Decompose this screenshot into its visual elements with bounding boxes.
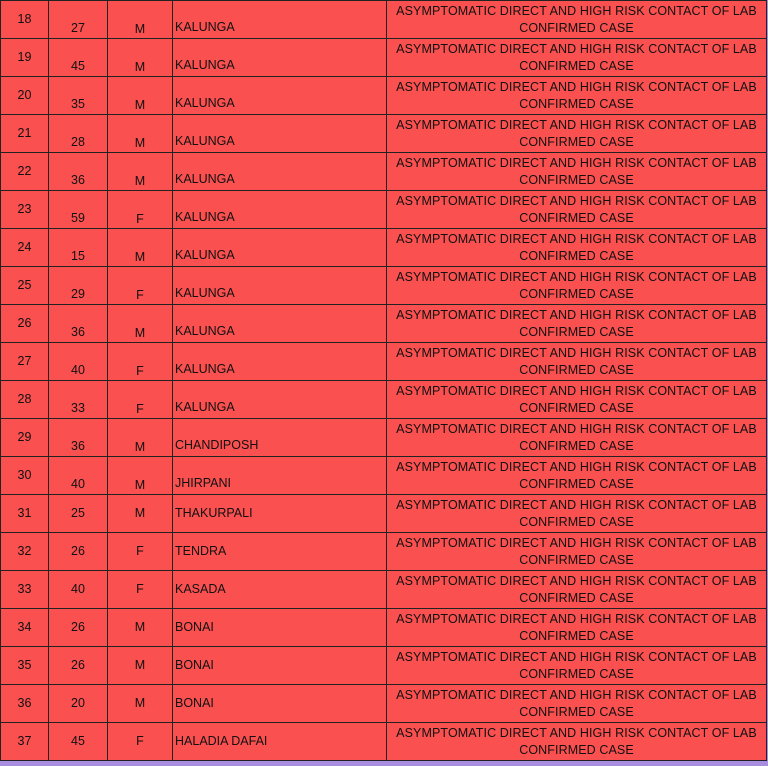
area-cell[interactable]: TENDRA xyxy=(173,533,387,571)
remark-cell[interactable]: ASYMPTOMATIC DIRECT AND HIGH RISK CONTACT OF LAB CONFIRMED CASE xyxy=(387,191,767,229)
table-row xyxy=(1,609,767,647)
area-cell[interactable]: KALUNGA xyxy=(173,381,387,419)
area-cell[interactable]: KALUNGA xyxy=(173,39,387,77)
serial-number-cell[interactable]: 35 xyxy=(1,647,49,685)
sex-cell[interactable]: F xyxy=(108,343,173,381)
table-row xyxy=(1,39,767,77)
table-row xyxy=(1,77,767,115)
remark-cell[interactable]: ASYMPTOMATIC DIRECT AND HIGH RISK CONTACT OF LAB CONFIRMED CASE xyxy=(387,495,767,533)
serial-number-cell[interactable]: 23 xyxy=(1,191,49,229)
age-cell[interactable]: 33 xyxy=(49,381,108,419)
age-cell[interactable]: 40 xyxy=(49,343,108,381)
age-cell[interactable]: 27 xyxy=(49,1,108,39)
remark-cell[interactable]: ASYMPTOMATIC DIRECT AND HIGH RISK CONTACT OF LAB CONFIRMED CASE xyxy=(387,685,767,723)
table-row xyxy=(1,457,767,495)
remark-cell[interactable]: ASYMPTOMATIC DIRECT AND HIGH RISK CONTACT OF LAB CONFIRMED CASE xyxy=(387,77,767,115)
sex-cell[interactable]: M xyxy=(108,115,173,153)
area-cell[interactable]: BONAI xyxy=(173,609,387,647)
sex-cell[interactable]: M xyxy=(108,1,173,39)
remark-cell[interactable]: ASYMPTOMATIC DIRECT AND HIGH RISK CONTACT OF LAB CONFIRMED CASE xyxy=(387,457,767,495)
age-cell[interactable]: 26 xyxy=(49,609,108,647)
remark-cell[interactable]: ASYMPTOMATIC DIRECT AND HIGH RISK CONTACT OF LAB CONFIRMED CASE xyxy=(387,609,767,647)
serial-number-cell[interactable]: 19 xyxy=(1,39,49,77)
serial-number-cell[interactable]: 29 xyxy=(1,419,49,457)
area-cell[interactable]: BONAI xyxy=(173,647,387,685)
table-row xyxy=(1,191,767,229)
serial-number-cell[interactable]: 33 xyxy=(1,571,49,609)
sex-cell[interactable]: M xyxy=(108,419,173,457)
area-cell[interactable]: CHANDIPOSH xyxy=(173,419,387,457)
table-row xyxy=(1,343,767,381)
area-cell[interactable]: KALUNGA xyxy=(173,1,387,39)
sex-cell[interactable]: M xyxy=(108,305,173,343)
sex-cell[interactable]: F xyxy=(108,381,173,419)
sex-cell[interactable]: F xyxy=(108,571,173,609)
remark-cell[interactable]: ASYMPTOMATIC DIRECT AND HIGH RISK CONTACT OF LAB CONFIRMED CASE xyxy=(387,533,767,571)
table-row xyxy=(1,229,767,267)
sex-cell[interactable]: M xyxy=(108,609,173,647)
age-cell[interactable]: 36 xyxy=(49,419,108,457)
area-cell[interactable]: KALUNGA xyxy=(173,191,387,229)
remark-cell[interactable]: ASYMPTOMATIC DIRECT AND HIGH RISK CONTACT OF LAB CONFIRMED CASE xyxy=(387,305,767,343)
sex-cell[interactable]: F xyxy=(108,533,173,571)
table-row xyxy=(1,115,767,153)
serial-number-cell[interactable]: 25 xyxy=(1,267,49,305)
table-row xyxy=(1,305,767,343)
sex-cell[interactable]: F xyxy=(108,723,173,761)
table-row xyxy=(1,419,767,457)
age-cell[interactable]: 36 xyxy=(49,305,108,343)
sex-cell[interactable]: M xyxy=(108,39,173,77)
remark-cell[interactable]: ASYMPTOMATIC DIRECT AND HIGH RISK CONTACT OF LAB CONFIRMED CASE xyxy=(387,39,767,77)
table-row xyxy=(1,1,767,39)
age-cell[interactable]: 40 xyxy=(49,457,108,495)
sex-cell[interactable]: M xyxy=(108,229,173,267)
age-cell[interactable]: 35 xyxy=(49,77,108,115)
serial-number-cell[interactable]: 32 xyxy=(1,533,49,571)
remark-cell[interactable]: ASYMPTOMATIC DIRECT AND HIGH RISK CONTACT OF LAB CONFIRMED CASE xyxy=(387,229,767,267)
age-cell[interactable]: 25 xyxy=(49,495,108,533)
remark-cell[interactable]: ASYMPTOMATIC DIRECT AND HIGH RISK CONTACT OF LAB CONFIRMED CASE xyxy=(387,1,767,39)
area-cell[interactable]: BONAI xyxy=(173,685,387,723)
sex-cell[interactable]: M xyxy=(108,77,173,115)
age-cell[interactable]: 40 xyxy=(49,571,108,609)
serial-number-cell[interactable]: 21 xyxy=(1,115,49,153)
sex-cell[interactable]: M xyxy=(108,495,173,533)
remark-cell[interactable]: ASYMPTOMATIC DIRECT AND HIGH RISK CONTACT OF LAB CONFIRMED CASE xyxy=(387,647,767,685)
age-cell[interactable]: 59 xyxy=(49,191,108,229)
area-cell[interactable]: KASADA xyxy=(173,571,387,609)
table-row xyxy=(1,381,767,419)
serial-number-cell[interactable]: 22 xyxy=(1,153,49,191)
area-cell[interactable]: JHIRPANI xyxy=(173,457,387,495)
age-cell[interactable]: 26 xyxy=(49,647,108,685)
table-row xyxy=(1,153,767,191)
table-row xyxy=(1,267,767,305)
table-row xyxy=(1,647,767,685)
table-row xyxy=(1,495,767,533)
area-cell[interactable]: KALUNGA xyxy=(173,115,387,153)
serial-number-cell[interactable]: 36 xyxy=(1,685,49,723)
remark-cell[interactable]: ASYMPTOMATIC DIRECT AND HIGH RISK CONTACT OF LAB CONFIRMED CASE xyxy=(387,153,767,191)
remark-cell[interactable]: ASYMPTOMATIC DIRECT AND HIGH RISK CONTACT OF LAB CONFIRMED CASE xyxy=(387,723,767,761)
serial-number-cell[interactable]: 27 xyxy=(1,343,49,381)
serial-number-cell[interactable]: 18 xyxy=(1,1,49,39)
sex-cell[interactable]: M xyxy=(108,685,173,723)
area-cell[interactable]: KALUNGA xyxy=(173,305,387,343)
area-cell[interactable]: KALUNGA xyxy=(173,153,387,191)
table-row xyxy=(1,723,767,761)
remark-cell[interactable]: ASYMPTOMATIC DIRECT AND HIGH RISK CONTACT OF LAB CONFIRMED CASE xyxy=(387,115,767,153)
area-cell[interactable]: HALADIA DAFAI xyxy=(173,723,387,761)
serial-number-cell[interactable]: 28 xyxy=(1,381,49,419)
area-cell[interactable]: KALUNGA xyxy=(173,267,387,305)
area-cell[interactable]: KALUNGA xyxy=(173,343,387,381)
age-cell[interactable]: 36 xyxy=(49,153,108,191)
area-cell[interactable]: THAKURPALI xyxy=(173,495,387,533)
table-row xyxy=(1,571,767,609)
remark-cell[interactable]: ASYMPTOMATIC DIRECT AND HIGH RISK CONTACT OF LAB CONFIRMED CASE xyxy=(387,267,767,305)
sex-cell[interactable]: M xyxy=(108,153,173,191)
table-row xyxy=(1,685,767,723)
remark-cell[interactable]: ASYMPTOMATIC DIRECT AND HIGH RISK CONTACT OF LAB CONFIRMED CASE xyxy=(387,419,767,457)
age-cell[interactable]: 28 xyxy=(49,115,108,153)
sex-cell[interactable]: F xyxy=(108,191,173,229)
area-cell[interactable]: KALUNGA xyxy=(173,229,387,267)
sex-cell[interactable]: M xyxy=(108,457,173,495)
sex-cell[interactable]: M xyxy=(108,647,173,685)
age-cell[interactable]: 26 xyxy=(49,533,108,571)
table-row xyxy=(1,533,767,571)
remark-cell[interactable]: ASYMPTOMATIC DIRECT AND HIGH RISK CONTACT OF LAB CONFIRMED CASE xyxy=(387,571,767,609)
remark-cell[interactable]: ASYMPTOMATIC DIRECT AND HIGH RISK CONTACT OF LAB CONFIRMED CASE xyxy=(387,343,767,381)
case-table-body xyxy=(1,1,767,761)
age-cell[interactable]: 15 xyxy=(49,229,108,267)
serial-number-cell[interactable]: 31 xyxy=(1,495,49,533)
age-cell[interactable]: 29 xyxy=(49,267,108,305)
serial-number-cell[interactable]: 26 xyxy=(1,305,49,343)
sex-cell[interactable]: F xyxy=(108,267,173,305)
serial-number-cell[interactable]: 30 xyxy=(1,457,49,495)
area-cell[interactable]: KALUNGA xyxy=(173,77,387,115)
serial-number-cell[interactable]: 20 xyxy=(1,77,49,115)
serial-number-cell[interactable]: 34 xyxy=(1,609,49,647)
remark-cell[interactable]: ASYMPTOMATIC DIRECT AND HIGH RISK CONTACT OF LAB CONFIRMED CASE xyxy=(387,381,767,419)
serial-number-cell[interactable]: 24 xyxy=(1,229,49,267)
age-cell[interactable]: 45 xyxy=(49,39,108,77)
age-cell[interactable]: 20 xyxy=(49,685,108,723)
serial-number-cell[interactable]: 37 xyxy=(1,723,49,761)
age-cell[interactable]: 45 xyxy=(49,723,108,761)
